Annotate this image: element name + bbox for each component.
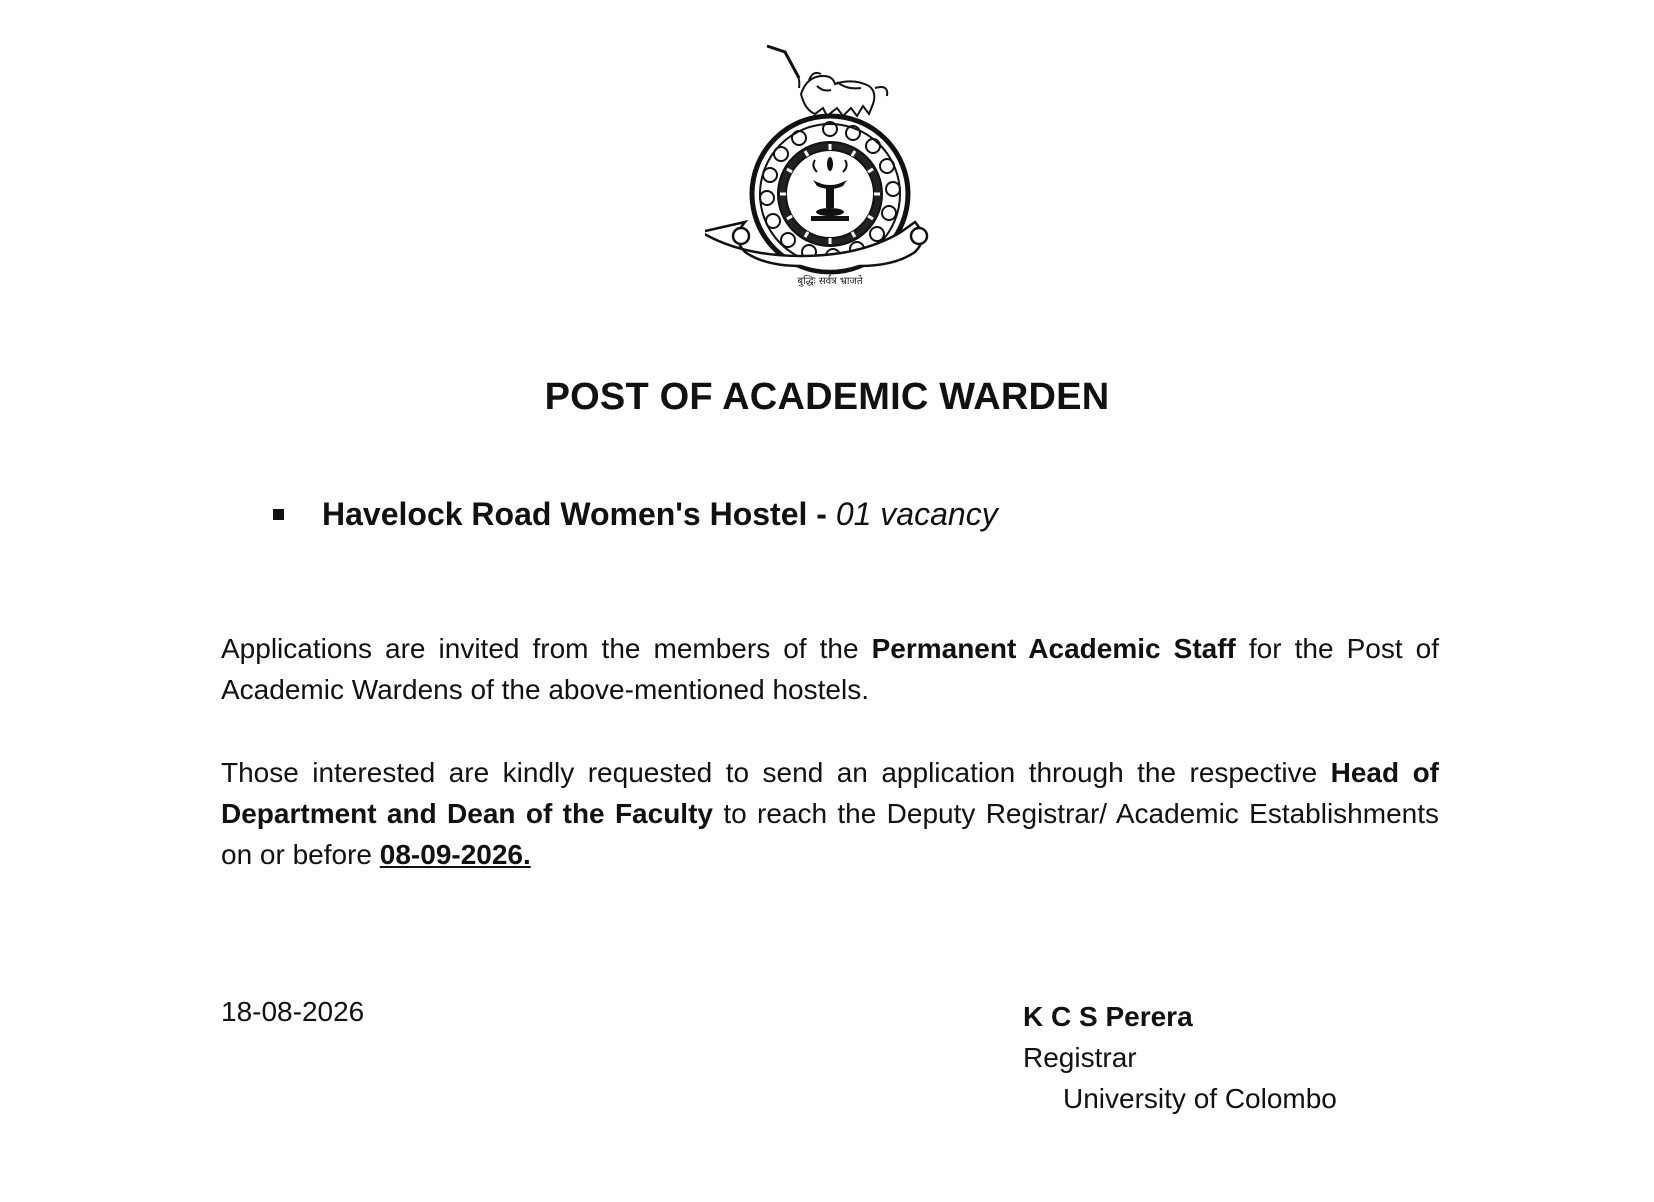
square-bullet-icon xyxy=(273,509,284,520)
motto-text: बुद्धिः सर्वत्र भ्राजते xyxy=(797,276,863,287)
invitation-paragraph xyxy=(221,628,1439,710)
para1-text-b: for the Post of Academic Wardens of the above-mentioned hostels. xyxy=(221,633,1439,705)
signatory-name: K C S Perera xyxy=(1023,1001,1193,1032)
para1-bold-staff: Permanent Academic Staff xyxy=(871,633,1236,664)
deadline-date: 08-09-2026. xyxy=(379,839,531,870)
vacancy-count: 01 vacancy xyxy=(835,495,998,532)
hostel-name: Havelock Road Women's Hostel - xyxy=(322,495,827,532)
instruction-paragraph xyxy=(221,752,1439,875)
para2-text-a: Those interested are kindly requested to send an application through the respective xyxy=(221,757,1331,788)
university-crest-icon xyxy=(705,36,955,296)
para1-text-a: Applications are invited from the members of the xyxy=(221,633,872,664)
signatory-organization: University of Colombo xyxy=(1063,1083,1337,1114)
lion-icon xyxy=(767,46,887,116)
para2-text-b: to reach the Deputy Registrar/ Academic Establishments on or before xyxy=(221,798,1440,870)
signatory-position: Registrar xyxy=(1023,1042,1137,1073)
issue-date: 18-08-2026 xyxy=(221,996,365,1027)
vacancy-item xyxy=(273,494,998,534)
page-title: POST OF ACADEMIC WARDEN xyxy=(544,376,1110,418)
vacancy-text xyxy=(322,496,998,533)
signature-block xyxy=(1023,996,1337,1119)
para2-bold-approvers: Head of Department and Dean of the Faculty xyxy=(221,757,1439,829)
